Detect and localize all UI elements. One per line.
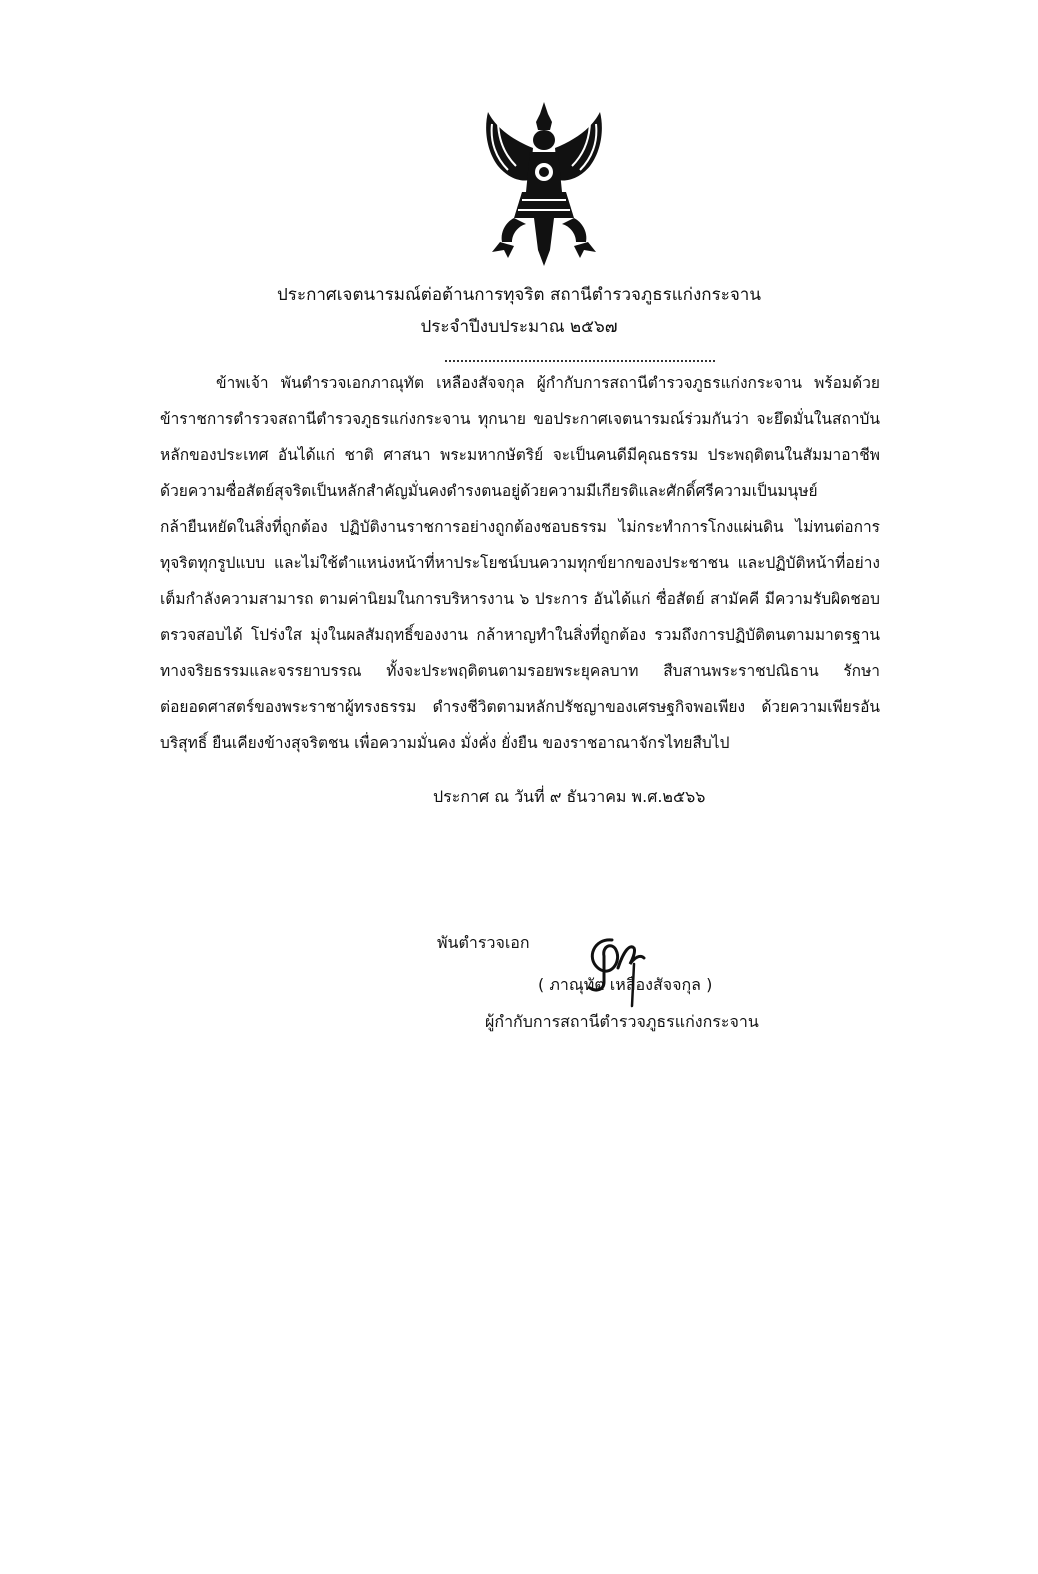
body-line: ต่อยอดศาสตร์ของพระราชาผู้ทรงธรรม ดำรงชีวิตตามหลักปรัชญาของเศรษฐกิจพอเพียง ด้วยความเพียรอัน — [160, 698, 880, 716]
fiscal-year-subtitle: ประจำปีงบประมาณ ๒๕๖๗ — [420, 317, 618, 337]
body-line: กล้ายืนหยัดในสิ่งที่ถูกต้อง ปฏิบัติงานราชการอย่างถูกต้องชอบธรรม ไม่กระทำการโกงแผ่นดิน ไม่ทนต่อการ — [160, 518, 880, 536]
body-line: บริสุทธิ์ ยืนเคียงข้างสุจริตชน เพื่อความมั่นคง มั่งคั่ง ยั่งยืน ของราชอาณาจักรไทยสืบไป — [160, 734, 730, 752]
dotted-divider — [445, 360, 715, 362]
body-line: หลักของประเทศ อันได้แก่ ชาติ ศาสนา พระมหากษัตริย์ จะเป็นคนดีมีคุณธรรม ประพฤติตนในสัมมาอาชีพ — [160, 446, 880, 464]
garuda-emblem-icon — [478, 100, 610, 270]
body-line: ทุจริตทุกรูปแบบ และไม่ใช้ตำแหน่งหน้าที่หาประโยชน์บนความทุกข์ยากของประชาชน และปฏิบัติหน้าที่อย่าง — [160, 554, 880, 572]
signatory-position: ผู้กำกับการสถานีตำรวจภูธรแก่งกระจาน — [485, 1012, 759, 1031]
signatory-name: ( ภาณุทัต เหลืองสัจจกุล ) — [538, 975, 713, 994]
body-line: ข้าราชการตำรวจสถานีตำรวจภูธรแก่งกระจาน ทุกนาย ขอประกาศเจตนารมณ์ร่วมกันว่า จะยึดมั่นในสถาบัน — [160, 410, 880, 428]
body-line: เต็มกำลังความสามารถ ตามค่านิยมในการบริหารงาน ๖ ประการ อันได้แก่ ซื่อสัตย์ สามัคคี มีความรับผิดชอบ — [160, 590, 880, 608]
announcement-date: ประกาศ ณ วันที่ ๙ ธันวาคม พ.ศ.๒๕๖๖ — [433, 787, 706, 806]
handwritten-signature — [572, 910, 682, 1020]
signatory-rank: พันตำรวจเอก — [437, 933, 530, 952]
body-line: ข้าพเจ้า พันตำรวจเอกภาณุทัต เหลืองสัจจกุล ผู้กำกับการสถานีตำรวจภูธรแก่งกระจาน พร้อมด้วย — [216, 374, 880, 392]
announcement-title: ประกาศเจตนารมณ์ต่อต้านการทุจริต สถานีตำรวจภูธรแก่งกระจาน — [277, 285, 761, 305]
body-line: ตรวจสอบได้ โปร่งใส มุ่งในผลสัมฤทธิ์ของงาน กล้าหาญทำในสิ่งที่ถูกต้อง รวมถึงการปฏิบัติตนตามมาตรฐาน — [160, 626, 880, 644]
body-line: ทางจริยธรรมและจรรยาบรรณ ทั้งจะประพฤติตนตามรอยพระยุคลบาท สืบสานพระราชปณิธาน รักษา — [160, 662, 880, 680]
body-line: ด้วยความซื่อสัตย์สุจริตเป็นหลักสำคัญมั่นคงดำรงตนอยู่ด้วยความมีเกียรติและศักดิ์ศรีความเป็นมนุษย์ — [160, 482, 818, 500]
